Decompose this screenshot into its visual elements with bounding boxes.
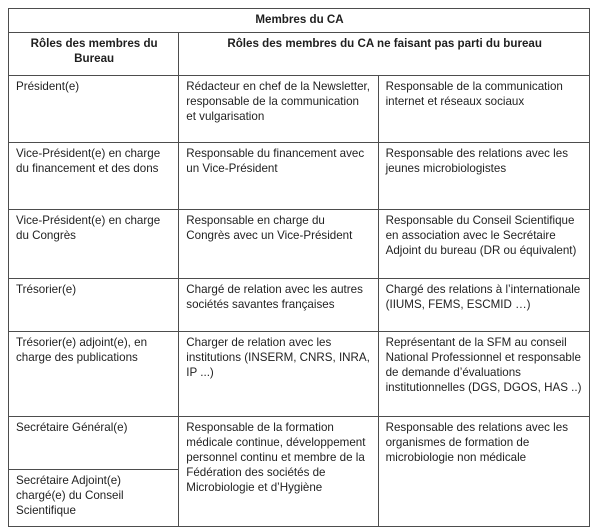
cell-ca-role-right: Responsable des relations avec les jeunes microbiologistes (378, 143, 589, 210)
cell-bureau-role: Secrétaire Adjoint(e) chargé(e) du Conseil Scientifique (9, 470, 179, 527)
table-row (9, 210, 590, 279)
cell-ca-role-mid: Rédacteur en chef de la Newsletter, responsable de la communication et vulgarisation (179, 76, 378, 143)
ca-members-table (8, 8, 590, 527)
cell-bureau-role: Trésorier(e) adjoint(e), en charge des publications (9, 332, 179, 417)
table-row (9, 279, 590, 332)
cell-ca-role-mid: Charger de relation avec les institutions (INSERM, CNRS, INRA, IP ...) (179, 332, 378, 417)
table-row (9, 143, 590, 210)
table-row (9, 417, 590, 470)
table-row (9, 76, 590, 143)
table-header-row (9, 33, 590, 76)
cell-bureau-role: Vice-Président(e) en charge du Congrès (9, 210, 179, 279)
cell-ca-role-mid: Responsable en charge du Congrès avec un Vice-Président (179, 210, 378, 279)
cell-ca-role-right: Responsable du Conseil Scientifique en association avec le Secrétaire Adjoint du bureau (DR ou équivalent) (378, 210, 589, 279)
cell-ca-role-right: Responsable de la communication internet et réseaux sociaux (378, 76, 589, 143)
column-header-bureau: Rôles des membres du Bureau (9, 33, 179, 76)
cell-bureau-role: Trésorier(e) (9, 279, 179, 332)
cell-bureau-role: Président(e) (9, 76, 179, 143)
cell-ca-role-right: Chargé des relations à l’internationale (IIUMS, FEMS, ESCMID …) (378, 279, 589, 332)
cell-ca-role-mid: Responsable du financement avec un Vice-Président (179, 143, 378, 210)
cell-ca-role-right: Responsable des relations avec les organismes de formation de microbiologie non médicale (378, 417, 589, 527)
table-title-row (9, 9, 590, 33)
cell-bureau-role: Vice-Président(e) en charge du financement et des dons (9, 143, 179, 210)
cell-bureau-role: Secrétaire Général(e) (9, 417, 179, 470)
cell-ca-role-mid: Responsable de la formation médicale continue, développement personnel continu et membre de la Fédération des sociétés de Microbiologie et d’Hygiène (179, 417, 378, 527)
table-title: Membres du CA (9, 9, 590, 33)
cell-ca-role-mid: Chargé de relation avec les autres sociétés savantes françaises (179, 279, 378, 332)
table-row (9, 332, 590, 417)
cell-ca-role-right: Représentant de la SFM au conseil National Professionnel et responsable de demande d’évaluations institutionnelles (DGS, DGOS, HAS ..) (378, 332, 589, 417)
column-header-non-bureau: Rôles des membres du CA ne faisant pas parti du bureau (179, 33, 590, 76)
